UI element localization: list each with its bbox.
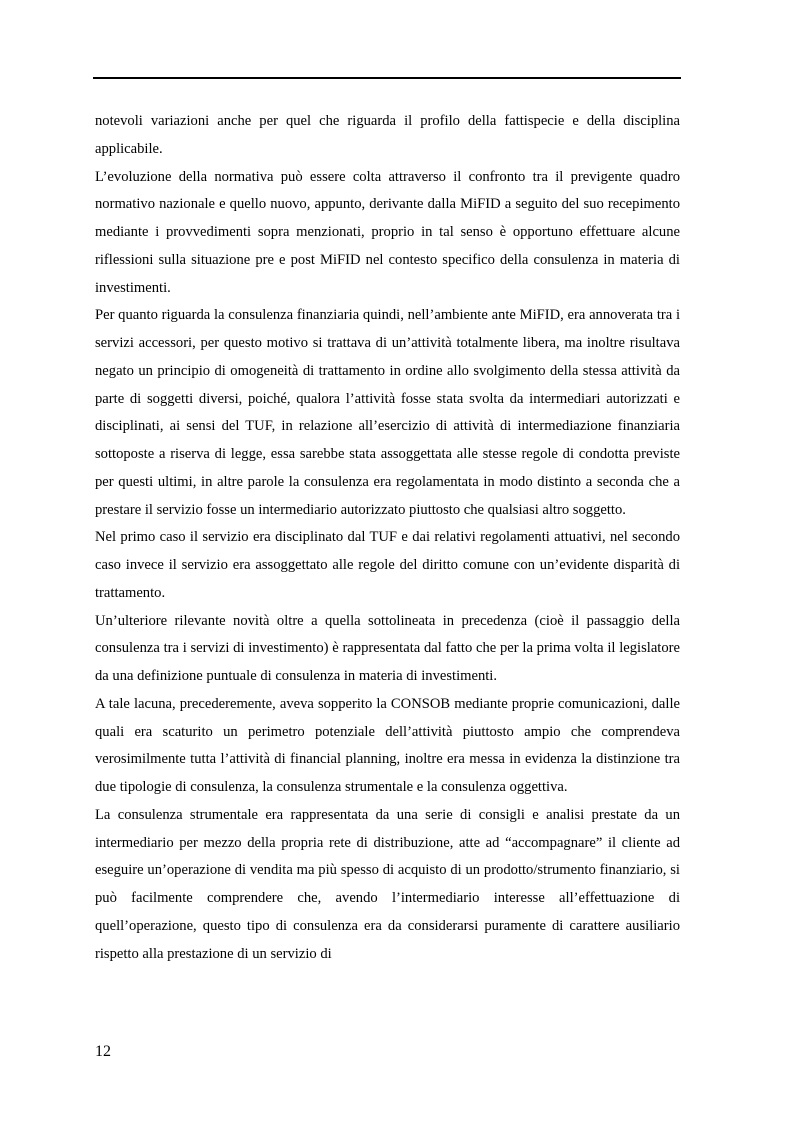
- paragraph-2: L’evoluzione della normativa può essere colta attraverso il confronto tra il previgente quadro normativo nazionale e quello nuovo, appunto, derivante dalla MiFID a seguito del suo recepimento mediante i provvedimenti sopra menzionati, proprio in tal senso è opportuno effettuare alcune riflessioni sulla situazione pre e post MiFID nel contesto specifico della consulenza in materia di investimenti.: [95, 168, 680, 296]
- body-text: [95, 108, 680, 968]
- page-number: 12: [95, 1043, 111, 1060]
- header-rule: [93, 77, 681, 79]
- paragraph-4: Nel primo caso il servizio era disciplinato dal TUF e dai relativi regolamenti attuativi, nel secondo caso invece il servizio era assoggettato alle regole del diritto comune con un’evidente disparità di trattamento.: [95, 529, 680, 601]
- paragraph-3: Per quanto riguarda la consulenza finanziaria quindi, nell’ambiente ante MiFID, era annoverata tra i servizi accessori, per questo motivo si trattava di un’attività totalmente libera, ma inoltre risultava negato un principio di omogeneità di trattamento in ordine allo svolgimento della stessa attività da parte di soggetti diversi, poiché, qualora l’attività fosse stata svolta da intermediari autorizzati e disciplinati, ai sensi del TUF, in relazione all’esercizio di attività di intermediazione finanziaria sottoposte a riserva di legge, essa sarebbe stata assoggettata alle stesse regole di condotta previste per questi ultimi, in altre parole la consulenza era regolamentata in modo distinto a seconda che a prestare il servizio fosse un intermediario autorizzato piuttosto che qualsiasi altro soggetto.: [95, 307, 680, 518]
- paragraph-6: A tale lacuna, precederemente, aveva sopperito la CONSOB mediante proprie comunicazioni, dalle quali era scaturito un perimetro potenziale dell’attività piuttosto ampio che comprendeva verosimilmente tutta l’attività di financial planning, inoltre era messa in evidenza la distinzione tra due tipologie di consulenza, la consulenza strumentale e la consulenza oggettiva.: [95, 695, 680, 795]
- paragraph-7: La consulenza strumentale era rappresentata da una serie di consigli e analisi prestate da un intermediario per mezzo della propria rete di distribuzione, atte ad “accompagnare” il cliente ad eseguire un’operazione di vendita ma più spesso di acquisto di un prodotto/strumento finanziario, si può facilmente comprendere che, avendo l’intermediario interesse all’effettuazione di quell’operazione, questo tipo di consulenza era da considerarsi puramente di carattere ausiliario rispetto alla prestazione di un servizio di: [95, 806, 680, 962]
- paragraph-1: notevoli variazioni anche per quel che riguarda il profilo della fattispecie e della disciplina applicabile.: [95, 113, 680, 157]
- paragraph-5: Un’ulteriore rilevante novità oltre a quella sottolineata in precedenza (cioè il passaggio della consulenza tra i servizi di investimento) è rappresentata dal fatto che per la prima volta il legislatore da una definizione puntuale di consulenza in materia di investimenti.: [95, 612, 680, 684]
